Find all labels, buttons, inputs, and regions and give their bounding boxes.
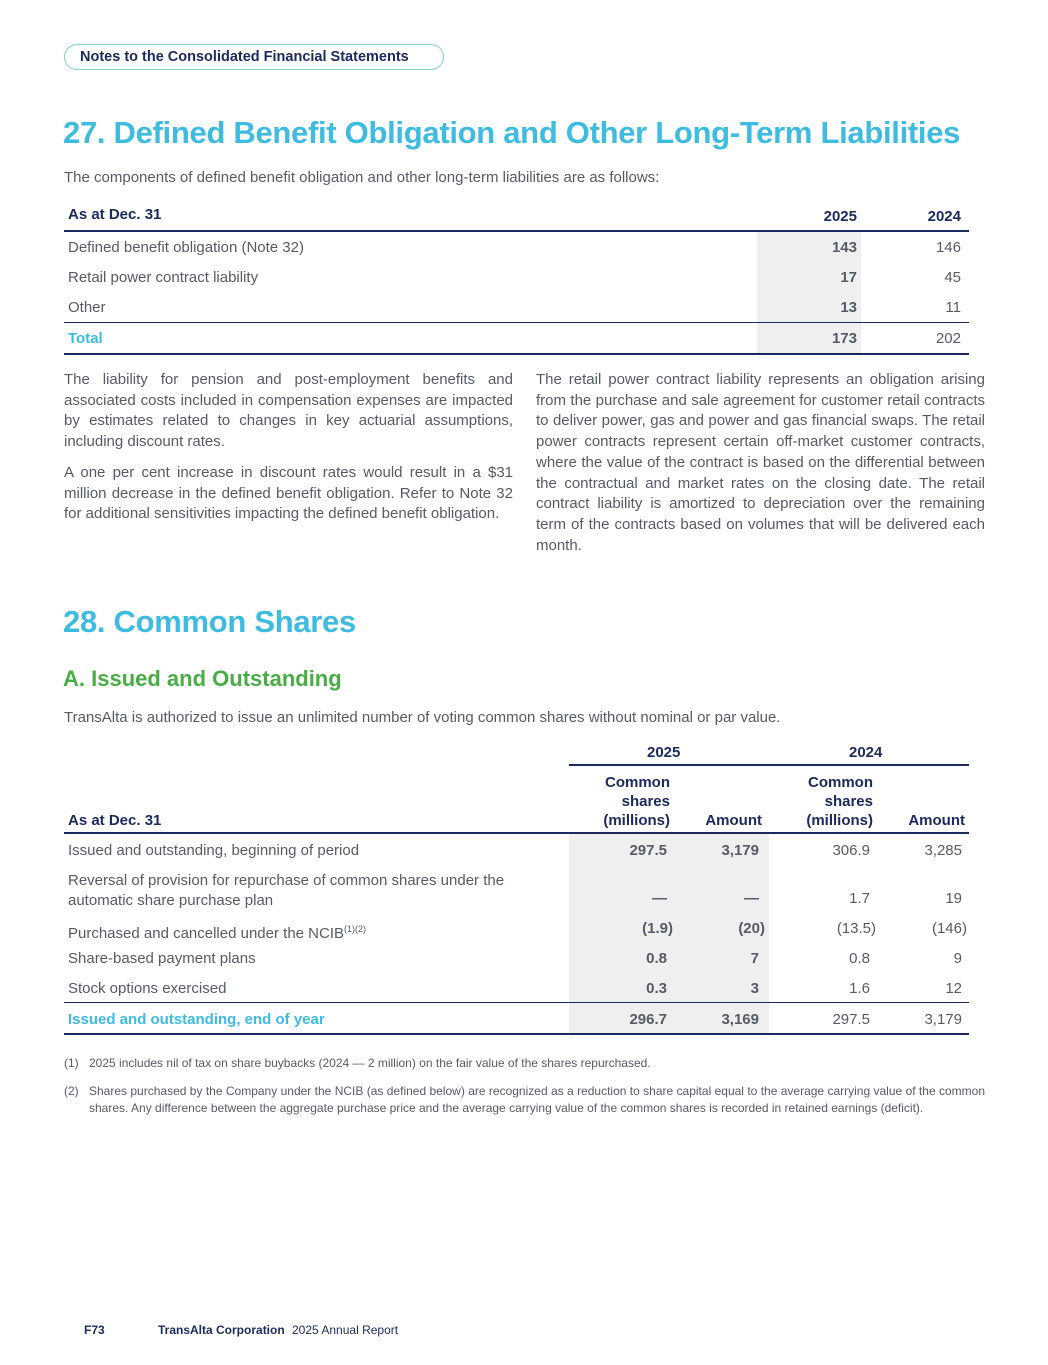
page-number: F73: [84, 1323, 105, 1337]
year-header-row: [64, 742, 969, 765]
year-2025: 2025: [647, 744, 681, 761]
total-2025: 173: [831, 330, 857, 347]
value-2024: 45: [944, 269, 961, 286]
amount-2024-header: Amount: [908, 812, 965, 829]
shares-2024: (13.5): [836, 920, 876, 937]
row-label: Share-based payment plans: [68, 950, 256, 967]
amount-2025: (20): [738, 920, 765, 937]
amount-2024: 19: [945, 890, 962, 907]
row-label: Retail power contract liability: [68, 269, 259, 286]
total-row: [64, 322, 969, 355]
shares-2025: 0.3: [646, 980, 667, 997]
header-label: As at Dec. 31: [68, 206, 162, 223]
right-column-text: [536, 370, 985, 566]
table-header-row: [64, 200, 969, 232]
shares-2024: 306.9: [832, 842, 870, 859]
table-row: [64, 942, 969, 972]
total-label: Issued and outstanding, end of year: [68, 1011, 325, 1028]
note-28-intro: TransAlta is authorized to issue an unlimited number of voting common shares without nominal or par value.: [64, 709, 781, 726]
amount-2024: 3,179: [924, 1011, 962, 1028]
value-2024: 146: [935, 239, 961, 256]
table-row: [64, 232, 969, 262]
paragraph: The retail power contract liability represents an obligation arising from the purchase and sale agreement for customer retail contracts to deliver power, gas and power and gas financial swaps. The retail power contracts represent certain off-market customer contracts, where the value of the contract is based on the differential between the contractual and market rates on the closing date. The retail contract liability is amortized to depreciation over the remaining term of the contracts based on volumes that will be delivered each month.: [536, 371, 985, 554]
shares-2024: 297.5: [832, 1011, 870, 1028]
footer-report: 2025 Annual Report: [292, 1323, 399, 1337]
amount-2024: 9: [953, 950, 962, 967]
total-2024: 202: [935, 330, 961, 347]
amount-2025-header: Amount: [705, 812, 762, 829]
amount-2024: 3,285: [924, 842, 962, 859]
header-2025: 2025: [823, 208, 857, 225]
row-label: Reversal of provision for repurchase of common shares under the automatic share purchase plan: [68, 872, 505, 909]
liabilities-table: [64, 200, 969, 355]
shares-2024: 0.8: [849, 950, 870, 967]
amount-2025: 3,179: [721, 842, 759, 859]
total-row: [64, 1002, 969, 1035]
note-28-title: 28. Common Shares: [63, 604, 356, 639]
amount-2025: 3: [750, 980, 759, 997]
header-label: As at Dec. 31: [68, 812, 162, 829]
row-label: Issued and outstanding, beginning of period: [68, 842, 360, 859]
row-label: Other: [68, 299, 106, 316]
value-2024: 11: [945, 299, 961, 316]
amount-2024: (146): [931, 920, 967, 937]
table-row: [64, 912, 969, 942]
value-2025: 17: [840, 269, 857, 286]
amount-2025: 3,169: [721, 1011, 759, 1028]
note-27-title: 27. Defined Benefit Obligation and Other Long-Term Liabilities: [63, 115, 961, 150]
row-label: Defined benefit obligation (Note 32): [68, 239, 304, 256]
note-27-intro: The components of defined benefit obligation and other long-term liabilities are as follows:: [64, 169, 660, 186]
row-label: Stock options exercised: [68, 980, 227, 997]
footnote: (2) Shares purchased by the Company under the NCIB (as defined below) are recognized as a reduction to share capital equal to the average carrying value of the common shares. Any difference between the aggregate purchase price and the average carrying value of the common shares is recorded in retained earnings (deficit).: [64, 1084, 985, 1115]
total-label: Total: [68, 330, 103, 347]
paragraph: The liability for pension and post-employment benefits and associated costs included in compensation expenses are impacted by estimates related to changes in key actuarial assumptions, including discount rates.: [64, 371, 513, 451]
shares-2024: 1.7: [849, 890, 870, 907]
footnote-ref: (1)(2): [344, 924, 367, 934]
table-row: [64, 864, 969, 912]
value-2025: 143: [831, 239, 857, 256]
column-header-row: [64, 765, 969, 834]
table-row: [64, 834, 969, 864]
left-column-text: [64, 370, 513, 535]
paragraph: A one per cent increase in discount rates would result in a $31 million decrease in the defined benefit obligation. Refer to Note 32 for additional sensitivities impacting the defined benefit obligation.: [64, 463, 513, 523]
shares-2025: —: [652, 890, 667, 907]
amount-2024: 12: [945, 980, 962, 997]
shares-2024: 1.6: [849, 980, 870, 997]
table-row: [64, 972, 969, 1002]
footer-company: TransAlta Corporation: [158, 1323, 285, 1337]
shares-2025: (1.9): [642, 920, 673, 937]
shares-2025: 296.7: [629, 1011, 667, 1028]
value-2025: 13: [840, 299, 857, 316]
shares-2025: 0.8: [646, 950, 667, 967]
amount-2025: 7: [750, 950, 759, 967]
year-2024: 2024: [849, 744, 883, 761]
shares-2025: 297.5: [629, 842, 667, 859]
shares-2024-header: Common shares (millions): [806, 774, 873, 829]
common-shares-table: [64, 742, 969, 1035]
amount-2025: —: [744, 890, 759, 907]
row-label: Purchased and cancelled under the $NCIB^{(1)(2)}$: [68, 924, 367, 942]
table-row: [64, 262, 969, 292]
header-2024: 2024: [927, 208, 961, 225]
subsection-title: A. Issued and Outstanding: [63, 666, 342, 691]
footnote: (1) 2025 includes nil of tax on share buybacks (2024 — 2 million) on the fair value of the shares repurchased.: [64, 1056, 651, 1070]
table-row: [64, 292, 969, 322]
shares-2025-header: Common shares (millions): [603, 774, 670, 829]
section-badge: Notes to the Consolidated Financial Statements: [64, 44, 444, 70]
